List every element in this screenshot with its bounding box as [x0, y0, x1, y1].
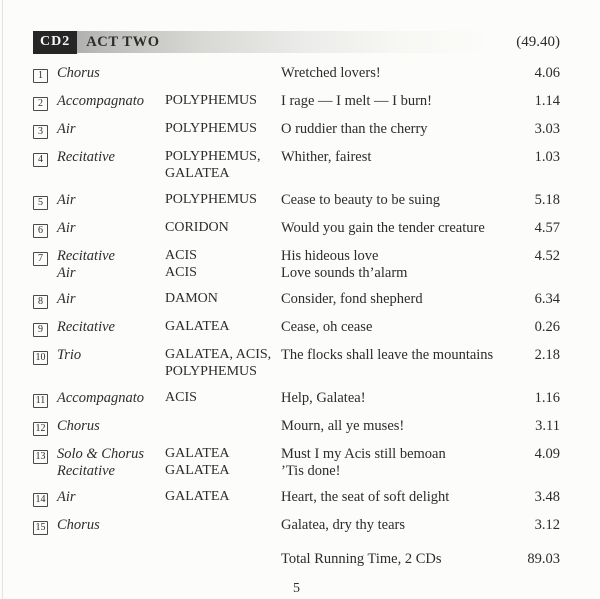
track-time: 2.18: [534, 347, 560, 363]
track-row: [33, 446, 560, 479]
track-title-cell: [281, 291, 508, 309]
scan-edge-line: [2, 0, 3, 599]
track-row: [33, 517, 560, 535]
track-number-box: 11: [33, 394, 48, 408]
track-title-cell: [281, 319, 508, 337]
track-singer: GALATEA: [165, 489, 230, 504]
track-title-cell: [281, 220, 508, 238]
track-row: [33, 489, 560, 507]
track-number-cell: [33, 291, 57, 309]
track-title: Heart, the seat of soft delight: [281, 489, 450, 505]
track-number-cell: [33, 248, 57, 281]
act-duration: (49.40): [516, 33, 560, 50]
track-row: [33, 65, 560, 83]
track-singer-cell: [165, 489, 281, 507]
track-row: [33, 248, 560, 281]
track-singer-cell: [165, 517, 281, 535]
track-singer: GALATEA: [165, 446, 230, 461]
track-number-box: 10: [33, 351, 48, 365]
track-title: Consider, fond shepherd: [281, 291, 423, 307]
track-singer: GALATEA: [165, 165, 230, 181]
track-time: 4.57: [534, 220, 560, 236]
track-title: O ruddier than the cherry: [281, 121, 428, 137]
track-number-cell: [33, 220, 57, 238]
track-row: [33, 347, 560, 380]
track-singer: POLYPHEMUS: [165, 121, 257, 136]
track-singer: POLYPHEMUS: [165, 192, 257, 207]
total-running-time-label: Total Running Time, 2 CDs: [281, 551, 442, 567]
track-singer: DAMON: [165, 291, 218, 306]
track-title: I rage — I melt — I burn!: [281, 93, 432, 109]
track-number-cell: [33, 418, 57, 436]
track-singer-cell: [165, 93, 281, 111]
track-type: Air: [57, 291, 76, 307]
track-type-cell: [57, 418, 165, 436]
track-type: Trio: [57, 347, 82, 363]
track-type: Air: [57, 489, 76, 505]
track-number-cell: [33, 93, 57, 111]
track-number-box: 13: [33, 450, 48, 464]
track-title: Must I my Acis still bemoan: [281, 446, 446, 462]
track-singer: GALATEA: [165, 319, 230, 334]
track-type: Air: [57, 220, 76, 236]
track-title-cell: [281, 347, 508, 380]
track-title-cell: [281, 390, 508, 408]
track-type-cell: [57, 390, 165, 408]
track-title-cell: [281, 248, 508, 281]
track-title-cell: [281, 489, 508, 507]
track-title-cell: [281, 93, 508, 111]
track-number-cell: [33, 446, 57, 479]
total-row: [281, 551, 560, 568]
track-time: 3.11: [535, 418, 560, 434]
track-title: Cease to beauty to be suing: [281, 192, 441, 208]
track-singer-cell: [165, 291, 281, 309]
track-time: 4.06: [534, 65, 560, 81]
track-singer-cell: [165, 347, 281, 380]
track-title: His hideous love: [281, 248, 379, 264]
track-singer: GALATEA, ACIS,: [165, 347, 272, 362]
track-type: Accompagnato: [57, 390, 144, 406]
track-type: Chorus: [57, 418, 100, 434]
track-singer-cell: [165, 149, 281, 182]
track-time: 3.03: [534, 121, 560, 137]
track-singer-cell: [165, 390, 281, 408]
track-number-cell: [33, 121, 57, 139]
track-singer: ACIS: [165, 248, 197, 263]
track-title: Cease, oh cease: [281, 319, 373, 335]
track-number-box: 12: [33, 422, 48, 436]
track-time: 0.26: [534, 319, 560, 335]
track-number-cell: [33, 65, 57, 83]
track-number-box: 8: [33, 295, 48, 309]
track-number-cell: [33, 149, 57, 182]
track-type: Recitative: [57, 149, 115, 165]
track-list: [33, 65, 560, 535]
track-number-box: 9: [33, 323, 48, 337]
track-title: ’Tis done!: [281, 462, 341, 479]
track-type-cell: [57, 93, 165, 111]
track-row: [33, 220, 560, 238]
track-row: [33, 121, 560, 139]
track-type-cell: [57, 291, 165, 309]
track-title-cell: [281, 517, 508, 535]
track-type-cell: [57, 446, 165, 479]
track-type-cell: [57, 319, 165, 337]
track-number-cell: [33, 192, 57, 210]
track-number-box: 2: [33, 97, 48, 111]
track-number-box: 14: [33, 493, 48, 507]
act-header-bar: [33, 31, 560, 53]
track-singer: ACIS: [165, 264, 197, 280]
track-time: 6.34: [534, 291, 560, 307]
track-singer: ACIS: [165, 390, 197, 405]
track-singer-cell: [165, 192, 281, 210]
track-number-box: 7: [33, 252, 48, 266]
track-singer-cell: [165, 220, 281, 238]
cd-label: CD2: [33, 31, 77, 54]
track-row: [33, 192, 560, 210]
track-singer: GALATEA: [165, 462, 230, 478]
track-type: Air: [57, 192, 76, 208]
track-time: 3.48: [534, 489, 560, 505]
track-number-cell: [33, 319, 57, 337]
track-time: 3.12: [534, 517, 560, 533]
track-row: [33, 319, 560, 337]
track-number-box: 3: [33, 125, 48, 139]
track-row: [33, 418, 560, 436]
track-time: 4.09: [534, 446, 560, 462]
track-number-box: 1: [33, 69, 48, 83]
total-running-time-value: 89.03: [527, 551, 560, 567]
track-number-cell: [33, 517, 57, 535]
track-singer: POLYPHEMUS,: [165, 149, 261, 164]
track-time: 1.14: [534, 93, 560, 109]
track-singer: POLYPHEMUS: [165, 363, 257, 379]
track-time: 1.03: [534, 149, 560, 165]
track-title-cell: [281, 192, 508, 210]
track-singer: CORIDON: [165, 220, 229, 235]
track-number-cell: [33, 489, 57, 507]
track-type: Recitative: [57, 462, 115, 479]
track-type-cell: [57, 248, 165, 281]
track-type-cell: [57, 65, 165, 83]
track-number-cell: [33, 390, 57, 408]
track-type: Solo & Chorus: [57, 446, 145, 462]
track-type: Recitative: [57, 319, 115, 335]
track-time: 5.18: [534, 192, 560, 208]
act-title: ACT TWO: [86, 33, 160, 50]
track-title-cell: [281, 446, 508, 479]
track-row: [33, 390, 560, 408]
track-singer-cell: [165, 418, 281, 436]
track-title: Would you gain the tender creature: [281, 220, 485, 236]
track-number-box: 4: [33, 153, 48, 167]
track-type: Air: [57, 121, 76, 137]
track-singer-cell: [165, 121, 281, 139]
track-type: Air: [57, 264, 76, 281]
track-type: Accompagnato: [57, 93, 144, 109]
track-title: The flocks shall leave the mountains: [281, 347, 494, 363]
track-type-cell: [57, 220, 165, 238]
track-type: Chorus: [57, 65, 100, 81]
track-type-cell: [57, 121, 165, 139]
track-type-cell: [57, 347, 165, 380]
track-singer-cell: [165, 65, 281, 83]
track-title: Help, Galatea!: [281, 390, 366, 406]
track-singer-cell: [165, 319, 281, 337]
track-type-cell: [57, 517, 165, 535]
track-title-cell: [281, 149, 508, 182]
track-type-cell: [57, 149, 165, 182]
track-type: Recitative: [57, 248, 115, 264]
track-number-box: 6: [33, 224, 48, 238]
track-title: Galatea, dry thy tears: [281, 517, 406, 533]
track-number-box: 15: [33, 521, 48, 535]
track-title-cell: [281, 65, 508, 83]
track-title: Love sounds th’alarm: [281, 264, 408, 281]
track-row: [33, 291, 560, 309]
track-time: 4.52: [534, 248, 560, 264]
track-number-box: 5: [33, 196, 48, 210]
track-title: Wretched lovers!: [281, 65, 381, 81]
track-title-cell: [281, 418, 508, 436]
track-title: Whither, fairest: [281, 149, 372, 165]
track-singer-cell: [165, 248, 281, 281]
track-singer: POLYPHEMUS: [165, 93, 257, 108]
track-number-cell: [33, 347, 57, 380]
track-singer-cell: [165, 446, 281, 479]
track-row: [33, 93, 560, 111]
track-type-cell: [57, 489, 165, 507]
track-title-cell: [281, 121, 508, 139]
track-row: [33, 149, 560, 182]
track-time: 1.16: [534, 390, 560, 406]
page-number: 5: [293, 581, 300, 596]
track-title: Mourn, all ye muses!: [281, 418, 405, 434]
track-type-cell: [57, 192, 165, 210]
track-type: Chorus: [57, 517, 100, 533]
